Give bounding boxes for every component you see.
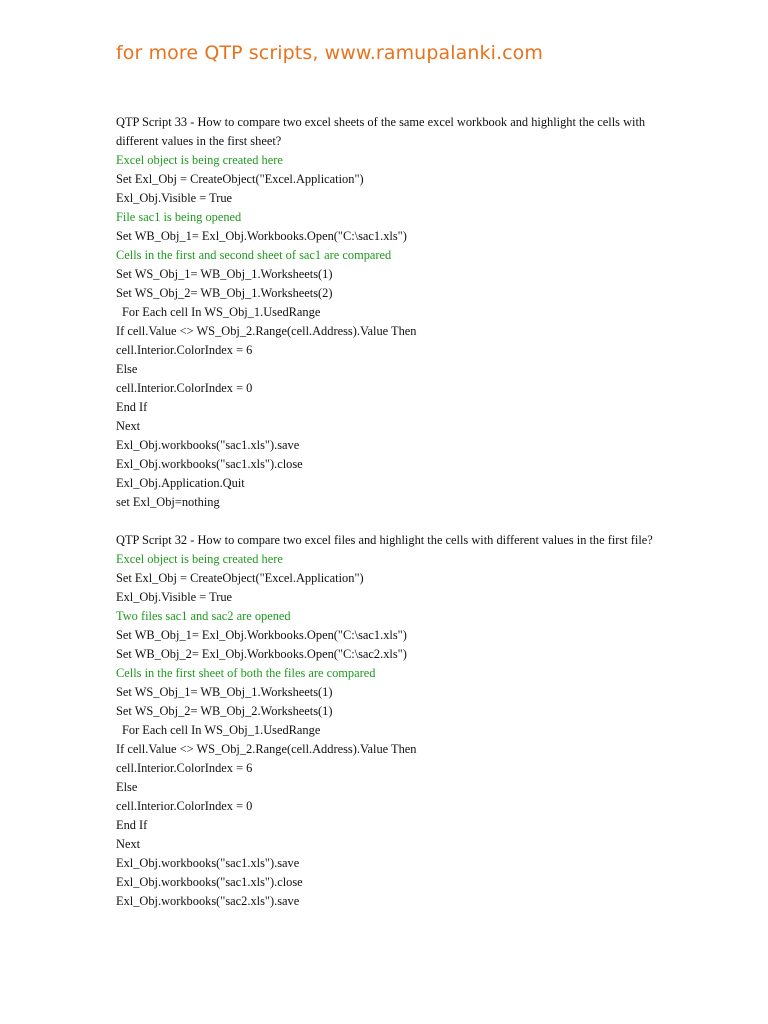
code-line: cell.Interior.ColorIndex = 6 xyxy=(116,343,253,357)
code-comment-line: Excel object is being created here xyxy=(116,552,283,566)
code-line: For Each cell In WS_Obj_1.UsedRange xyxy=(122,305,321,319)
code-line: Next xyxy=(116,419,141,433)
site-header-link[interactable]: for more QTP scripts, www.ramupalanki.com xyxy=(116,42,543,64)
script-title: QTP Script 33 - How to compare two excel sheets of the same excel workbook and highlight the cells with different values in the first sheet? xyxy=(116,115,646,148)
code-line: cell.Interior.ColorIndex = 0 xyxy=(116,381,253,395)
code-comment-line: Two files sac1 and sac2 are opened xyxy=(116,609,291,623)
code-line: cell.Interior.ColorIndex = 6 xyxy=(116,761,253,775)
code-line: Else xyxy=(116,780,138,794)
code-line: Exl_Obj.workbooks("sac1.xls").close xyxy=(116,875,303,889)
code-line: Set Exl_Obj = CreateObject("Excel.Application") xyxy=(116,571,364,585)
code-line: Next xyxy=(116,837,141,851)
code-line: If cell.Value <> WS_Obj_2.Range(cell.Address).Value Then xyxy=(116,742,417,756)
code-line: Set WS_Obj_2= WB_Obj_1.Worksheets(2) xyxy=(116,286,333,300)
code-line: Set WB_Obj_1= Exl_Obj.Workbooks.Open("C:\sac1.xls") xyxy=(116,229,407,243)
code-line: Exl_Obj.Application.Quit xyxy=(116,476,245,490)
script-section xyxy=(116,531,660,911)
code-line: Set Exl_Obj = CreateObject("Excel.Application") xyxy=(116,172,364,186)
code-line: Exl_Obj.Visible = True xyxy=(116,191,233,205)
code-line: For Each cell In WS_Obj_1.UsedRange xyxy=(122,723,321,737)
code-line: Exl_Obj.workbooks("sac1.xls").save xyxy=(116,856,300,870)
code-line: Set WB_Obj_2= Exl_Obj.Workbooks.Open("C:\sac2.xls") xyxy=(116,647,407,661)
sections-container xyxy=(116,113,660,911)
script-section xyxy=(116,113,660,512)
code-line: Set WS_Obj_2= WB_Obj_2.Worksheets(1) xyxy=(116,704,333,718)
code-line: Else xyxy=(116,362,138,376)
script-title: QTP Script 32 - How to compare two excel files and highlight the cells with different values in the first file? xyxy=(116,533,653,547)
code-line: set Exl_Obj=nothing xyxy=(116,495,220,509)
code-comment-line: File sac1 is being opened xyxy=(116,210,242,224)
code-line: Set WS_Obj_1= WB_Obj_1.Worksheets(1) xyxy=(116,267,333,281)
document-body xyxy=(116,113,660,930)
code-comment-line: Excel object is being created here xyxy=(116,153,283,167)
code-comment-line: Cells in the first sheet of both the files are compared xyxy=(116,666,376,680)
code-line: Exl_Obj.workbooks("sac2.xls").save xyxy=(116,894,300,908)
code-line: If cell.Value <> WS_Obj_2.Range(cell.Address).Value Then xyxy=(116,324,417,338)
code-line: Exl_Obj.Visible = True xyxy=(116,590,233,604)
code-line: Exl_Obj.workbooks("sac1.xls").close xyxy=(116,457,303,471)
code-line: End If xyxy=(116,818,148,832)
code-line: Set WS_Obj_1= WB_Obj_1.Worksheets(1) xyxy=(116,685,333,699)
code-line: Set WB_Obj_1= Exl_Obj.Workbooks.Open("C:\sac1.xls") xyxy=(116,628,407,642)
code-comment-line: Cells in the first and second sheet of sac1 are compared xyxy=(116,248,392,262)
code-line: End If xyxy=(116,400,148,414)
code-line: cell.Interior.ColorIndex = 0 xyxy=(116,799,253,813)
code-line: Exl_Obj.workbooks("sac1.xls").save xyxy=(116,438,300,452)
